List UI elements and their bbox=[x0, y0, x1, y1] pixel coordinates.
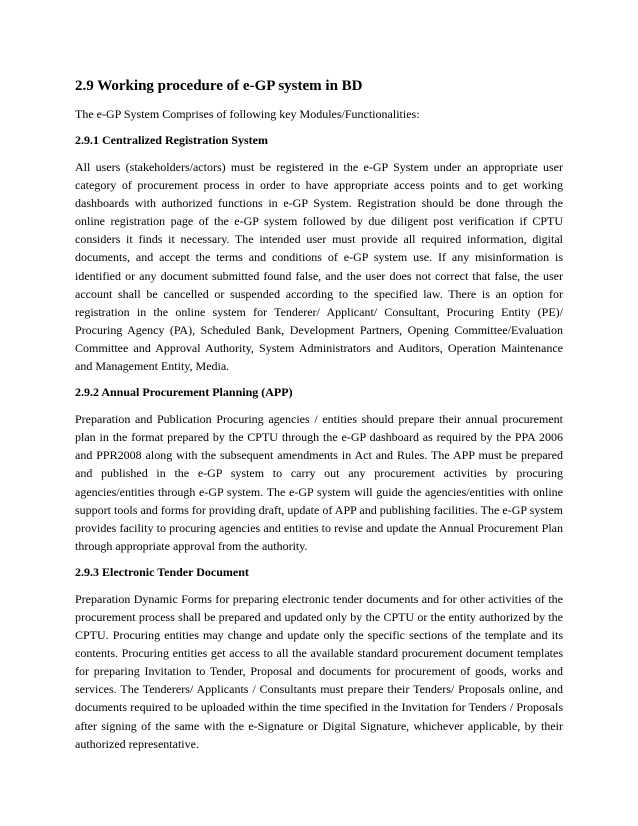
section-heading: 2.9 Working procedure of e-GP system in BD bbox=[75, 78, 363, 94]
subsection-title-registration: 2.9.1 Centralized Registration System bbox=[75, 133, 268, 147]
subsection-body-tender-document: Preparation Dynamic Forms for preparing electronic tender documents and for other activities of the procurement process shall be prepared and updated only by the CPTU or the entity authorized by the CPTU. Procuring entities may change and update only the specific sections of the template and its contents. Procuring entities get access to all the available standard procurement document templates for preparing Invitation to Tender, Proposal and documents for procurement of goods, works and services. The Tenderers/ Applicants / Consultants must prepare their Tenders/ Proposals online, and documents required to be uploaded within the time specified in the Invitation for Tenders / Proposals after signing of the same with the e-Signature or Digital Signature, whichever applicable, by their authorized representative. bbox=[75, 591, 563, 751]
subsection-title-app: 2.9.2 Annual Procurement Planning (APP) bbox=[75, 385, 293, 400]
subsection-title-tender-document: 2.9.3 Electronic Tender Document bbox=[75, 564, 249, 579]
subsection-body-registration: All users (stakeholders/actors) must be registered in the e-GP System under an appropriate user category of procurement process in order to have appropriate access points and to get working dashboards with authorized functions in e-GP System. Registration should be done through the online registration page of the e-GP system followed by due diligent post verification if CPTU considers it finds it necessary. The intended user must provide all required information, digital documents, and accept the terms and conditions of e-GP system use. If any misinformation is identified or any document submitted found false, and the user does not correct that false, the user account shall be cancelled or suspended according to the specified law. There is an option for registration in the online system for Tenderer/ Applicant/ Consultant, Procuring Entity (PE)/ Procuring Agency (PA), Scheduled Bank, Development Partners, Opening Committee/Evaluation Committee and Approval Authority, System Administrators and Auditors, Operation Maintenance and Management Entity, Media. bbox=[75, 160, 563, 374]
document-page bbox=[75, 77, 563, 762]
subsection-body-app: Preparation and Publication Procuring agencies / entities should prepare their annual procurement plan in the format prepared by the CPTU through the e-GP dashboard as required by the PPA 2006 and PPR2008 along with the subsequent amendments in Act and Rules. The APP must be prepared and published in the e-GP system to carry out any procurement activities by procuring agencies/entities through e-GP system. The e-GP system will guide the agencies/entities with online support tools and forms for providing draft, update of APP and publishing facilities. The e-GP system provides facility to procuring agencies and entities to revise and update the Annual Procurement Plan through appropriate approval from the authority. bbox=[75, 412, 563, 553]
intro-text: The e-GP System Comprises of following key Modules/Functionalities: bbox=[75, 107, 420, 121]
